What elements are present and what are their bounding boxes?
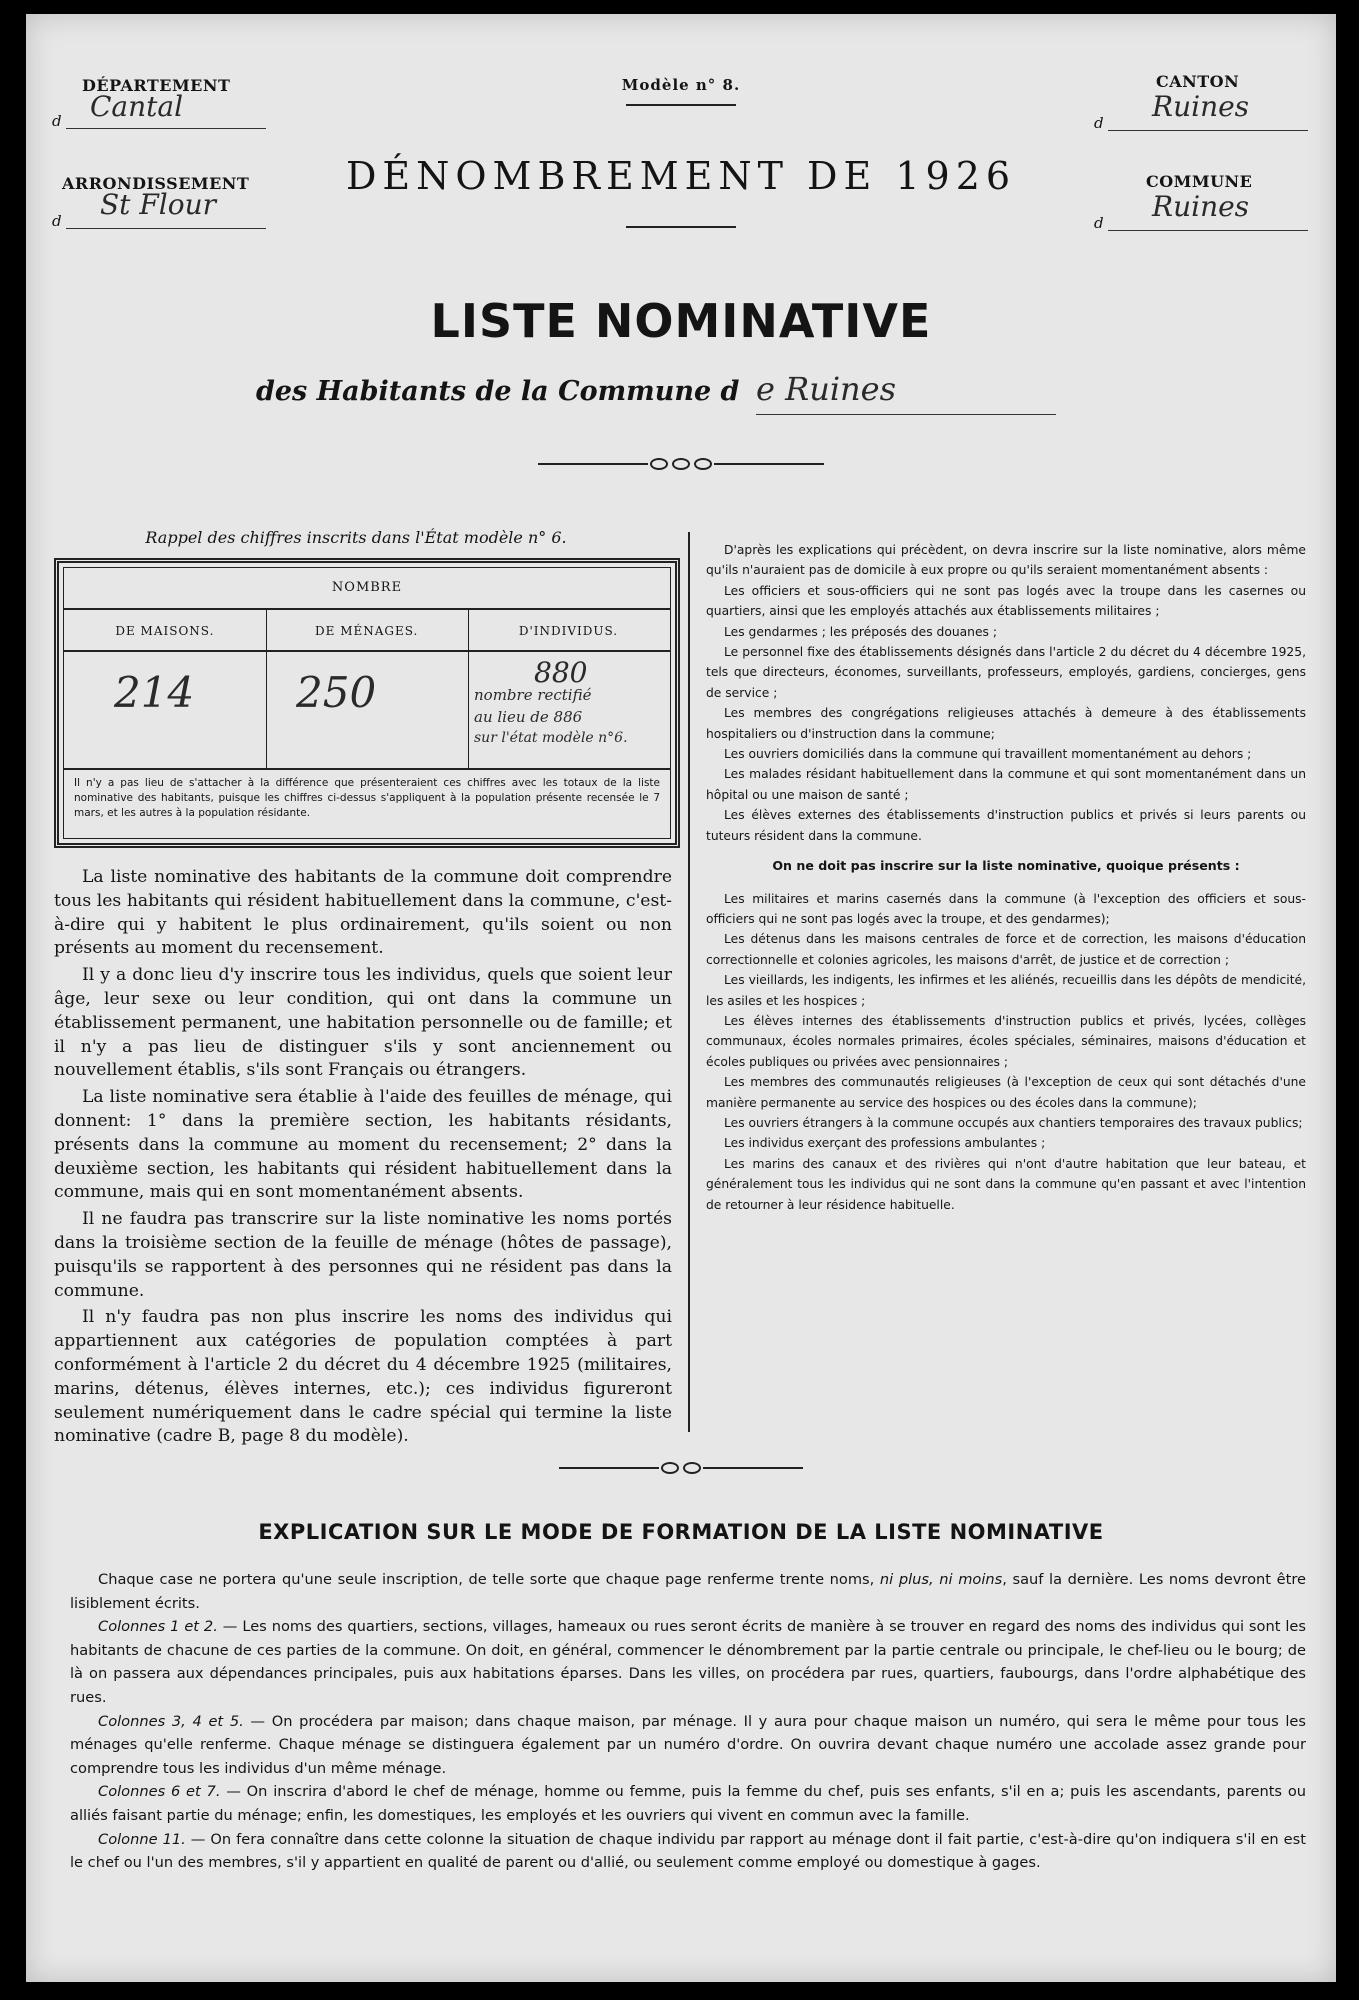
right-heading: On ne doit pas inscrire sur la liste nominative, quoique présents :: [772, 858, 1240, 874]
right-item-b: Les membres des communautés religieuses (à l'exception de ceux qui sont détachés d'une manière permanente au service des hospices ou des écoles dans la commune);: [706, 1075, 1306, 1110]
left-paragraph: Il n'y faudra pas non plus inscrire les noms des individus qui appartiennent aux catégories de population comptées à part conformément à l'article 2 du décret du 4 décembre 1925 (militaires, marins, détenus, élèves internes, etc.); ces individus figureront seulement numériquement dans le cadre spécial qui termine la liste nominative (cadre B, page 8 du modèle).: [54, 1307, 672, 1447]
right-item-b: Les vieillards, les indigents, les infirmes et les aliénés, recueillis dans les dépôts de mendicité, les asiles et les hospices ;: [706, 973, 1306, 1008]
commune-label: COMMUNE: [1146, 172, 1253, 191]
right-item-a: Les ouvriers domiciliés dans la commune qui travaillent momentanément au dehors ;: [724, 747, 1252, 762]
left-paragraph: Il y a donc lieu d'y inscrire tous les individus, quels que soient leur âge, leur sexe ou leur condition, qui ont dans la commune un établissement permanent, une habitation personnelle ou de famille; et il n'y a pas lieu de distinguer s'ils y sont anciennement ou nouvellement établis, s'ils sont Français ou étrangers.: [54, 965, 672, 1081]
right-item-b: Les marins des canaux et des rivières qui n'ont d'autre habitation que leur bateau, et généralement tous les individus qui ne sont dans la commune qu'en passant et avec l'intention de retourner à leur résidence habituelle.: [706, 1156, 1306, 1212]
individus-note-1: nombre rectifié: [474, 686, 592, 704]
title-ornament: [531, 458, 831, 470]
col-individus: D'INDIVIDUS.: [518, 624, 619, 638]
explication-paragraph: Colonnes 3, 4 et 5. — On procédera par maison; dans chaque maison, par ménage. Il y aura pour chaque maison un numéro, qui sera le même pour tous les ménages qu'elle renferme. Chaque ménage se distinguera également par un numéro d'ordre. On ouvrira devant chaque numéro une accolade assez grande pour comprendre tous les individus d'un même ménage.: [70, 1712, 1306, 1777]
arrondissement-value: St Flour: [100, 188, 216, 221]
nombre-table: [54, 558, 680, 848]
model-number: Modèle n° 8.: [621, 76, 741, 94]
right-instructions: [706, 540, 1306, 1215]
right-item-a: Les élèves externes des établissements d'instruction publics et privés si leurs parents ou tuteurs résident dans la commune.: [706, 808, 1306, 843]
main-title: LISTE NOMINATIVE: [430, 294, 932, 348]
table-header: NOMBRE: [331, 580, 403, 595]
left-paragraph: Il ne faudra pas transcrire sur la liste nominative les noms portés dans la troisième section de la feuille de ménage (hôtes de passage), puisqu'ils se rapportent à des personnes qui ne résident pas dans la commune.: [54, 1209, 672, 1301]
right-item-a: Les malades résidant habituellement dans la commune et qui sont momentanément dans un hôpital ou une maison de santé ;: [706, 767, 1306, 802]
arrondissement-field: [66, 188, 266, 229]
right-item-a: Les gendarmes ; les préposés des douanes ;: [724, 624, 998, 639]
left-paragraph: La liste nominative des habitants de la commune doit comprendre tous les habitants qui résident habituellement dans la commune, c'est-à-dire qui y habitent le plus ordinairement, qu'ils soient ou non présents au moment du recensement.: [54, 867, 672, 959]
subtitle-value: e Ruines: [756, 370, 897, 408]
explication-paragraph: Colonne 11. — On fera connaître dans cette colonne la situation de chaque individu par rapport au ménage dont il fait partie, c'est-à-dire qu'on indiquera s'il en est le chef ou l'un des membres, s'il y appartient en qualité de parent ou d'allié, ou seulement comme employé ou domestique à gages.: [70, 1830, 1306, 1872]
page-title: DÉNOMBREMENT DE 1926: [345, 154, 1017, 198]
canton-value: Ruines: [1152, 90, 1250, 123]
right-item-a: Les membres des congrégations religieuses attachés à demeure à des établissements hospitaliers ou d'instruction dans la commune;: [706, 706, 1306, 741]
right-item-b: Les détenus dans les maisons centrales de force et de correction, les maisons d'éducation correctionnelle et colonies agricoles, les maisons d'arrêt, de justice et de correction ;: [706, 932, 1306, 967]
canton-prefix: d: [1094, 114, 1104, 132]
departement-prefix: d: [52, 112, 62, 130]
right-intro: D'après les explications qui précèdent, on devra inscrire sur la liste nominative, alors même qu'ils n'auraient pas de domicile à eux propre ou qu'ils seraient momentanément absents :: [706, 543, 1306, 578]
menages-value: 250: [296, 668, 377, 717]
individus-value: 880: [534, 656, 588, 689]
maisons-value: 214: [114, 668, 195, 717]
canton-field: [1108, 90, 1308, 131]
individus-note-3: sur l'état modèle n°6.: [474, 730, 628, 746]
col-maisons: DE MAISONS.: [115, 624, 215, 638]
right-item-a: Les officiers et sous-officiers qui ne sont pas logés avec la troupe dans les casernes ou quartiers, ainsi que les employés attachés aux établissements militaires ;: [706, 583, 1306, 619]
commune-value: Ruines: [1152, 190, 1250, 223]
subtitle-text: des Habitants de la Commune d: [256, 376, 740, 407]
right-item-a: Le personnel fixe des établissements désignés dans l'article 2 du décret du 4 décembre 1925, tels que directeurs, économes, surveillants, professeurs, employés, gardiens, concierges, gens de service ;: [706, 645, 1306, 700]
departement-field: [66, 90, 266, 129]
right-item-b: Les élèves internes des établissements d'instruction publics et privés, lycées, collèges communaux, écoles normales primaires, écoles spéciales, séminaires, maisons d'éducation et écoles publiques ou privées avec pensionnaires ;: [706, 1013, 1306, 1069]
model-rule: [626, 104, 736, 106]
table-note: Il n'y a pas lieu de s'attacher à la différence que présenteraient ces chiffres avec les totaux de la liste nominative des habitants, puisque les chiffres ci-dessus s'appliquent à la population présente recensée le 7 mars, et les autres à la population résidante.: [74, 777, 660, 819]
rappel-caption: Rappel des chiffres inscrits dans l'État modèle n° 6.: [145, 528, 567, 547]
explication-title: EXPLICATION SUR LE MODE DE FORMATION DE LA LISTE NOMINATIVE: [258, 1520, 1104, 1544]
explication-paragraph: Colonnes 6 et 7. — On inscrira d'abord le chef de ménage, homme ou femme, puis la femme du chef, puis ses enfants, s'il en a; puis les ascendants, parents ou alliés faisant partie du ménage; enfin, les domestiques, les employés et les ouvriers qui vivent en commun avec la famille.: [70, 1783, 1306, 1824]
subtitle-field: [756, 370, 1056, 415]
departement-value: Cantal: [90, 90, 184, 123]
right-item-b: Les militaires et marins casernés dans la commune (à l'exception des officiers et sous-officiers qui ne sont pas logés avec la troupe, et des gendarmes);: [706, 891, 1306, 926]
individus-note-2: au lieu de 886: [474, 708, 583, 726]
explication-paragraph: Chaque case ne portera qu'une seule inscription, de telle sorte que chaque page renferme trente noms, ni plus, ni moins, sauf la dernière. Les noms devront être lisiblement écrits.: [70, 1571, 1306, 1612]
commune-field: [1108, 190, 1308, 231]
column-divider: [688, 532, 690, 1432]
explication-paragraph: Colonnes 1 et 2. — Les noms des quartiers, sections, villages, hameaux ou rues seront écrits de manière à se trouver en regard des noms des individus qui sont les habitants de chacune de ces parties de la commune. On doit, en général, commencer le dénombrement par la partie centrale ou principale, le chef-lieu ou le bourg; de là on passera aux dépendances principales, puis aux habitations éparses. Dans les villes, on procédera par rues, quartiers, faubourgs, dans l'ordre alphabétique des rues.: [70, 1618, 1306, 1706]
left-instructions: [54, 866, 672, 1449]
subtitle: [256, 376, 739, 407]
right-item-b: Les individus exerçant des professions ambulantes ;: [724, 1136, 1046, 1151]
arrondissement-prefix: d: [52, 212, 62, 230]
right-item-b: Les ouvriers étrangers à la commune occupés aux chantiers temporaires des travaux publics;: [724, 1115, 1303, 1130]
col-menages: DE MÉNAGES.: [315, 624, 419, 638]
title-rule: [626, 226, 736, 228]
canton-label: CANTON: [1156, 72, 1240, 91]
left-paragraph: La liste nominative sera établie à l'aide des feuilles de ménage, qui donnent: 1° dans la première section, les habitants résidants, présents dans la commune au moment du recensement; 2° dans la deuxième section, les habitants qui résident habituellement dans la commune, mais qui en sont momentanément absents.: [54, 1087, 672, 1203]
commune-prefix: d: [1094, 214, 1104, 232]
section-ornament: [556, 1462, 806, 1474]
departement-label: DÉPARTEMENT: [82, 76, 231, 95]
arrondissement-label: ARRONDISSEMENT: [62, 174, 250, 193]
census-form-page: [26, 14, 1336, 1982]
explication-text: [70, 1568, 1306, 1875]
